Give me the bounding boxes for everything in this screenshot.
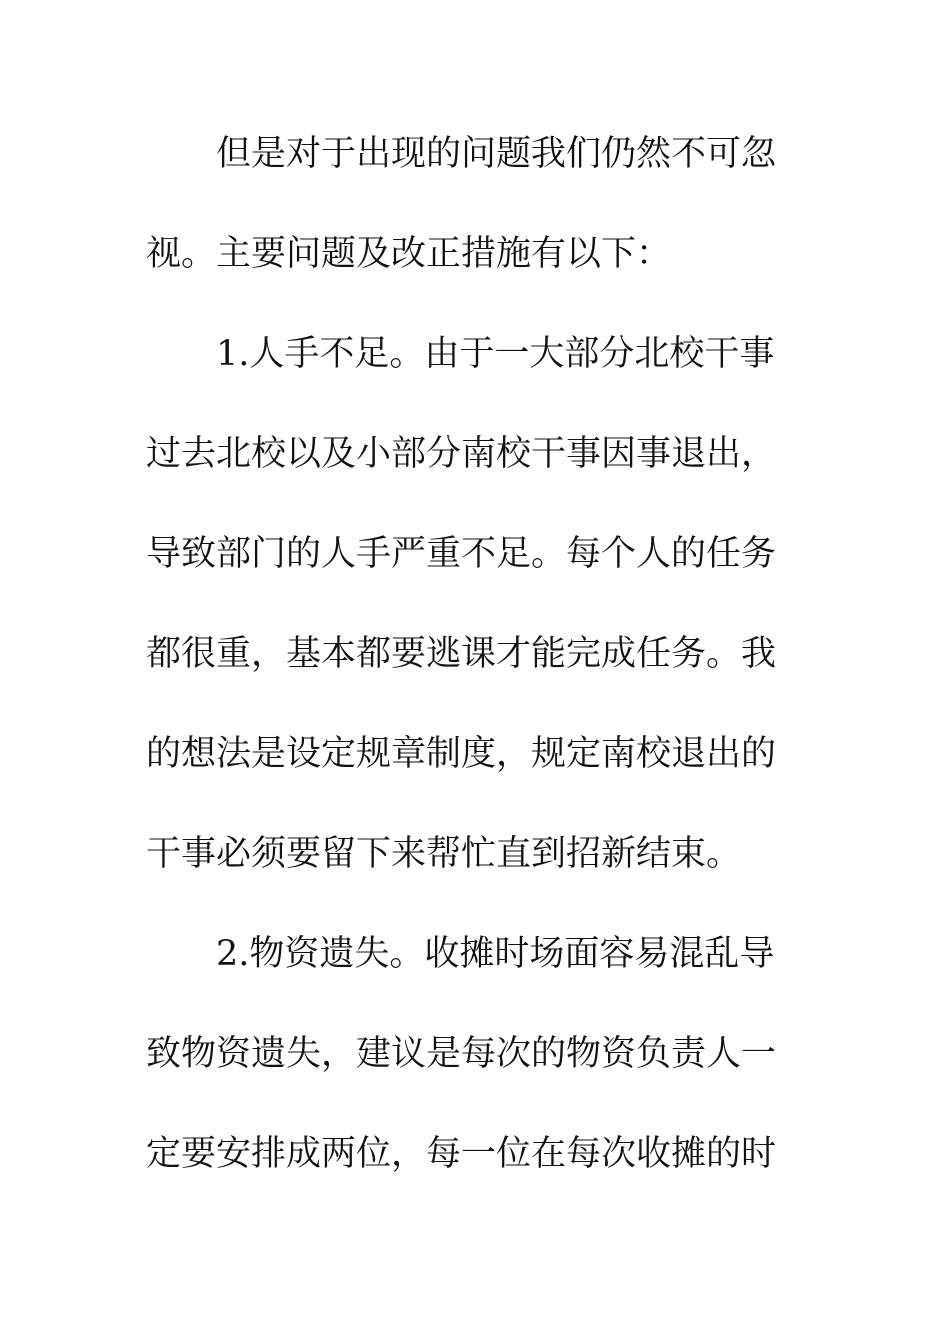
paragraph-2-line-6: 干事必须要留下来帮忙直到招新结束。 xyxy=(146,834,742,874)
paragraph-3-line-3: 定要安排成两位，每一位在每次收摊的时 xyxy=(146,1134,777,1174)
paragraph-2-line-3: 导致部门的人手严重不足。每个人的任务 xyxy=(146,534,777,574)
paragraph-2-line-5: 的想法是设定规章制度，规定南校退出的 xyxy=(146,734,777,774)
paragraph-3-line-2: 致物资遗失，建议是每次的物资负责人一 xyxy=(146,1034,777,1074)
paragraph-1-line-2: 视。主要问题及改正措施有以下： xyxy=(146,234,672,274)
paragraph-1-line-1: 但是对于出现的问题我们仍然不可忽 xyxy=(216,134,777,174)
paragraph-3-line-1: 2.物资遗失。收摊时场面容易混乱导 xyxy=(216,934,775,974)
paragraph-2-line-4: 都很重，基本都要逃课才能完成任务。我 xyxy=(146,634,777,674)
paragraph-2-line-2: 过去北校以及小部分南校干事因事退出， xyxy=(146,434,777,474)
paragraph-2-line-1: 1.人手不足。由于一大部分北校干事 xyxy=(216,334,775,374)
